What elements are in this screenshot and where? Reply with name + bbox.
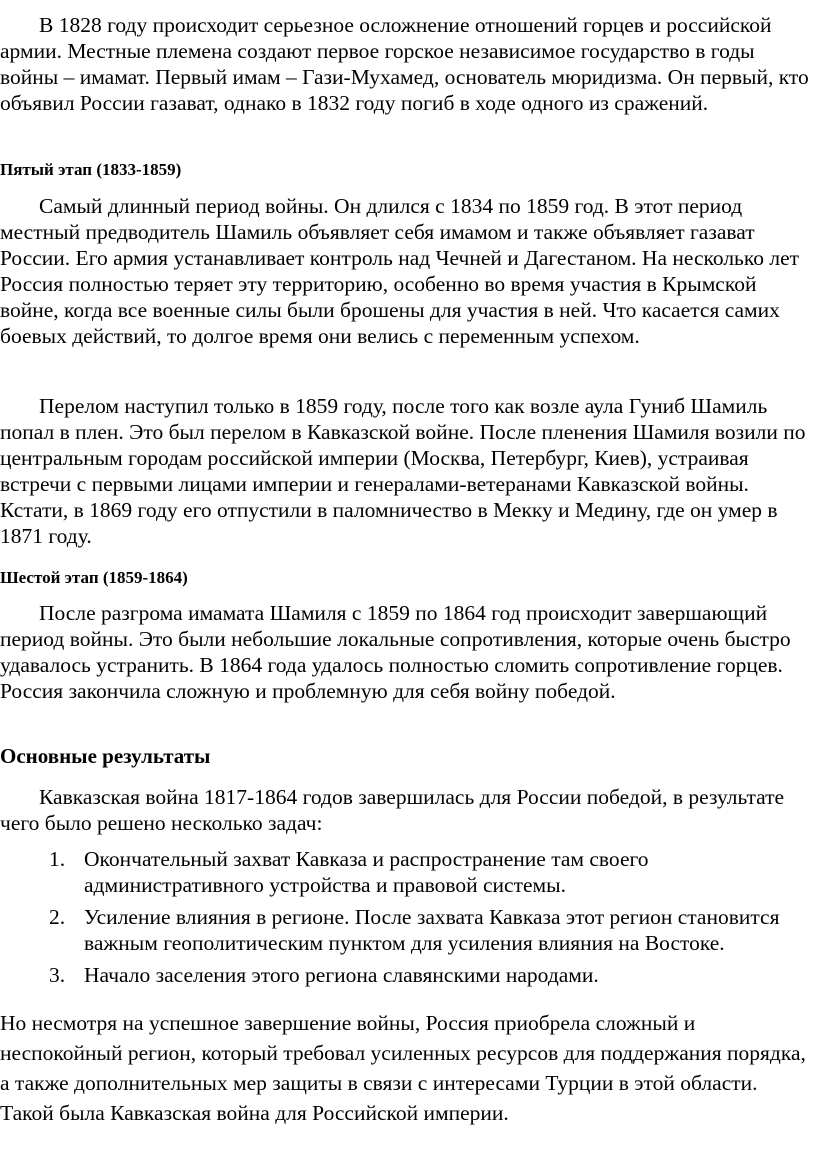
- paragraph-intro: В 1828 году происходит серьезное осложнение отношений горцев и российской армии. Местные племена создают первое горское независимое государство в годы войны – имамат. Первый имам – Гази-Мухамед, основатель мюридизма. Он первый, кто объявил России газават, однако в 1832 году погиб в ходе одного из сражений.: [0, 13, 809, 115]
- list-item-text: Окончательный захват Кавказа и распространение там своего административного устройства и правовой системы.: [84, 847, 649, 897]
- paragraph-turning-point: Перелом наступил только в 1859 году, после того как возле аула Гуниб Шамиль попал в плен. Это был перелом в Кавказской войне. После пленения Шамиля возили по центральным городам российской империи (Москва, Петербург, Киев), устраивая встречи с первыми лицами империи и генералами-ветеранами Кавказской войны. Кстати, в 1869 году его отпустили в паломничество в Мекку и Медину, где он умер в 1871 году.: [0, 394, 806, 548]
- list-item-text: Усиление влияния в регионе. После захвата Кавказа этот регион становится важным геополитическим пунктом для усиления влияния на Востоке.: [84, 905, 780, 955]
- paragraph-conclusion: Но несмотря на успешное завершение войны, Россия приобрела сложный и неспокойный регион, который требовал усиленных ресурсов для поддержания порядка, а также дополнительных мер защиты в связи с интересами Турции в этой области. Такой была Кавказская война для Российской империи.: [0, 1011, 806, 1125]
- list-item-number: 3.: [49, 963, 66, 987]
- heading-results: Основные результаты: [0, 744, 211, 768]
- results-list: [0, 846, 812, 994]
- list-item-number: 1.: [49, 847, 66, 871]
- list-item: [0, 904, 812, 956]
- paragraph-stage-6: После разгрома имамата Шамиля с 1859 по 1864 год происходит завершающий период войны. Это были небольшие локальные сопротивления, которые очень быстро удавалось устранить. В 1864 года удалось полностью сломить сопротивление горцев. Россия закончила сложную и проблемную для себя войну победой.: [0, 601, 791, 703]
- heading-stage-5: Пятый этап (1833-1859): [0, 160, 182, 179]
- paragraph-results: Кавказская война 1817-1864 годов завершилась для России победой, в результате чего было решено несколько задач:: [0, 785, 785, 835]
- list-item: [0, 846, 812, 898]
- list-item: [0, 962, 812, 988]
- list-item-number: 2.: [49, 905, 66, 929]
- heading-stage-6: Шестой этап (1859-1864): [0, 568, 188, 587]
- list-item-text: Начало заселения этого региона славянскими народами.: [84, 963, 599, 987]
- paragraph-stage-5: Самый длинный период войны. Он длился с 1834 по 1859 год. В этот период местный предводитель Шамиль объявляет себя имамом и также объявляет газават России. Его армия устанавливает контроль над Чечней и Дагестаном. На несколько лет Россия полностью теряет эту территорию, особенно во время участия в Крымской войне, когда все военные силы были брошены для участия в ней. Что касается самих боевых действий, то долгое время они велись с переменным успехом.: [0, 194, 800, 348]
